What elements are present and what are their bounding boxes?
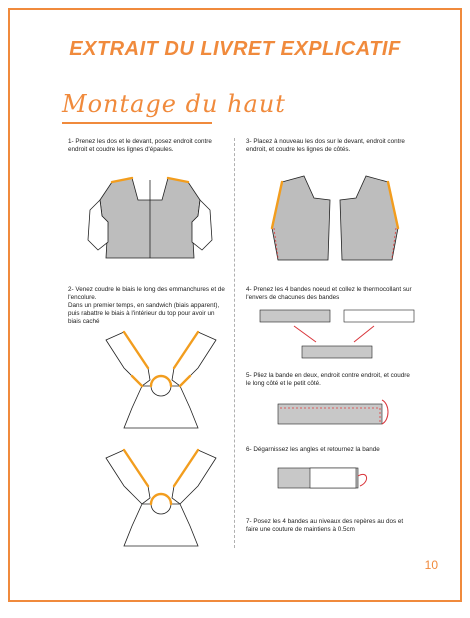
step-7-text: 7- Posez les 4 bandes au niveaux des repères au dos et faire une couture de maintiens à 0.5cm — [246, 518, 404, 533]
step-5-text: 5- Pliez la bande en deux, endroit contre endroit, et coudre le long côté et le petit côté. — [246, 372, 410, 387]
step-3-illustration — [260, 170, 410, 270]
band-interfacing — [344, 310, 414, 322]
band-plain — [260, 310, 330, 322]
page-number: 10 — [424, 558, 438, 572]
step-4-text: 4- Prenez les 4 bandes noeud et collez le thermocollant sur l'envers de chacunes des bandes — [246, 286, 412, 301]
step-2-illustration-bottom — [86, 446, 236, 558]
step-5-illustration — [270, 398, 400, 434]
band-joined — [302, 346, 372, 358]
page-header-title: EXTRAIT DU LIVRET EXPLICATIF — [69, 38, 401, 60]
section-title-text: Montage du haut — [62, 90, 286, 118]
section-title — [62, 90, 286, 118]
step-4-illustration — [254, 306, 424, 366]
step-1-illustration — [70, 170, 230, 270]
step-3-text: 3- Placez à nouveau les dos sur le devant, endroit contre endroit, et coudre les lignes de côtés. — [246, 138, 405, 153]
step-2a-text: 2- Venez coudre le biais le long des emmanchures et de l'encolure. — [68, 286, 225, 301]
step-2b-text: Dans un premier temps, en sandwich (biais apparent), puis rabattre le biais à l'intérieur du top pour avoir un biais caché — [68, 302, 220, 325]
step-6-text: 6- Dégarnissez les angles et retournez la bande — [246, 446, 380, 453]
step-6-illustration — [270, 462, 400, 498]
step-2-illustration-top — [86, 328, 236, 440]
step-1-text: 1- Prenez les dos et le devant, posez endroit contre endroit et coudre les lignes d'épaules. — [68, 138, 212, 153]
page-frame — [8, 8, 462, 602]
section-title-underline — [62, 122, 212, 124]
